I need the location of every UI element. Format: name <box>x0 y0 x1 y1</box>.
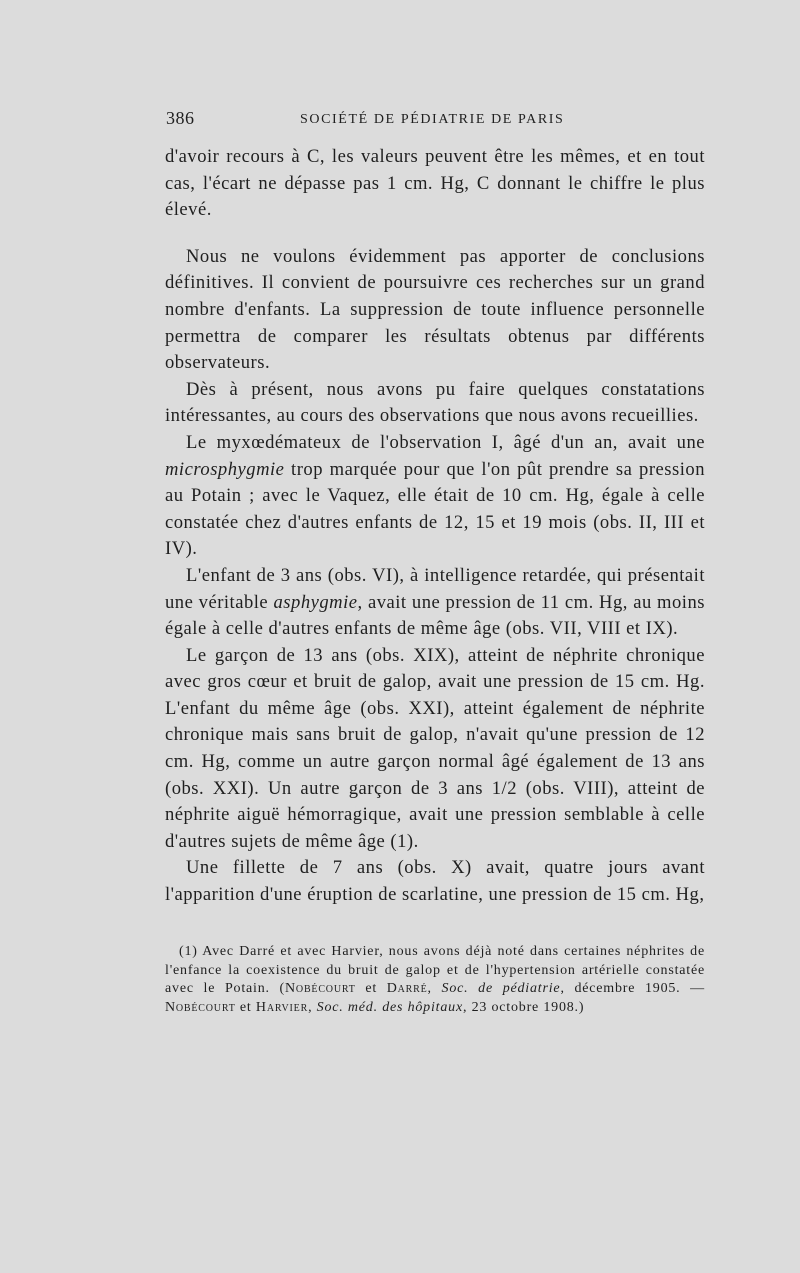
paragraph-5-part-b: , avait une pression de 11 cm. Hg, au moins égale à celle d'autres enfants de même âge (obs. VII, VIII et IX). <box>165 591 705 640</box>
paragraph-4 <box>165 430 705 563</box>
footnote-author-4: Harvier <box>255 999 309 1015</box>
footnote-text-e: et <box>235 999 256 1015</box>
footnote-author-3: Nobécourt <box>165 999 236 1015</box>
footnote-author-1: Nobécourt <box>285 981 356 997</box>
paragraph-6: Le garçon de 13 ans (obs. XIX), atteint de néphrite chronique avec gros cœur et bruit de galop, avait une pression de 15 cm. Hg. L'enfant du même âge (obs. XXI), atteint également de néphrite chronique mais sans bruit de galop, n'avait qu'une pression de 12 cm. Hg, comme un autre garçon normal âgé également de 13 ans (obs. XXI). Un autre garçon de 3 ans 1/2 (obs. VIII), atteint de néphrite aiguë hémorragique, avait une pression semblable à celle d'autres sujets de même âge (1). <box>165 644 705 852</box>
footnote-text-c: , <box>427 981 442 997</box>
footnote-text-b: et <box>355 981 387 997</box>
paragraph-5 <box>165 563 705 643</box>
footnote-author-2: Darré <box>386 981 428 997</box>
paragraph-4-part-b: trop marquée pour que l'on pût prendre sa pression au Potain ; avec le Vaquez, elle était de 10 cm. Hg, égale à celle constatée chez d'autres enfants de 12, 15 et 19 mois (obs. II, III et IV). <box>165 458 705 560</box>
running-title: SOCIÉTÉ DE PÉDIATRIE DE PARIS <box>300 112 565 127</box>
footnote-1 <box>165 943 705 1017</box>
footnote <box>165 943 705 1017</box>
page-number: 386 <box>166 108 195 128</box>
footnote-text-f: , <box>308 999 317 1015</box>
paragraph-5-part-a: L'enfant de 3 ans (obs. VI), à intelligence retardée, qui présentait une véritable <box>165 564 705 613</box>
term-asphygmie: asphygmie <box>273 591 358 613</box>
footnote-text-d: , décembre 1905. — <box>560 981 705 997</box>
paragraph-2: Nous ne voulons évidemment pas apporter de conclusions définitives. Il convient de poursuivre ces recherches sur un grand nombre d'enfants. La suppression de toute influence personnelle permettra de comparer les résultats obtenus par différents observateurs. <box>165 245 705 374</box>
paragraph-3: Dès à présent, nous avons pu faire quelques constatations intéressantes, au cours des observations que nous avons recueillies. <box>165 378 705 427</box>
paragraph-4-part-a: Le myxœdémateux de l'observation I, âgé d'un an, avait une <box>186 431 705 453</box>
footnote-text-a: (1) Avec Darré et avec Harvier, nous avons déjà noté dans certaines néphrites de l'enfance la coexistence du bruit de galop et de l'hypertension artérielle constatée avec le Potain. ( <box>165 944 705 997</box>
footnote-journal-1: Soc. de pédiatrie <box>441 981 561 997</box>
footnote-journal-2: Soc. méd. des hôpitaux <box>316 999 463 1015</box>
body-text <box>165 144 705 909</box>
paragraph-1: d'avoir recours à C, les valeurs peuvent être les mêmes, et en tout cas, l'écart ne dépasse pas 1 cm. Hg, C donnant le chiffre le plus élevé. <box>165 146 705 221</box>
footnote-text-g: , 23 octobre 1908.) <box>462 999 585 1015</box>
term-microsphygmie: microsphygmie <box>165 458 285 480</box>
paragraph-7: Une fillette de 7 ans (obs. X) avait, quatre jours avant l'apparition d'une éruption de scarlatine, une pression de 15 cm. Hg, <box>165 857 705 906</box>
